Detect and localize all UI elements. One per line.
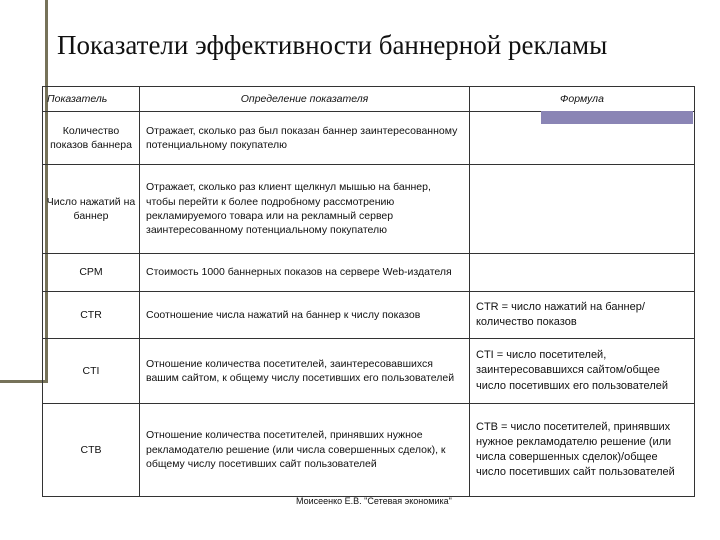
decorative-accent-bar	[541, 111, 693, 124]
table-row	[43, 292, 695, 339]
decorative-horizontal-line	[0, 380, 48, 383]
formula-cell: CTB = число посетителей, принявших нужное рекламодателю решение (или числа совершенных сделок)/общее число посетивших сайт пользователей	[470, 404, 695, 497]
metrics-table	[42, 86, 695, 497]
table-header-row	[43, 87, 695, 112]
header-definition: Определение показателя	[140, 87, 470, 112]
definition-cell: Отражает, сколько раз клиент щелкнул мышью на баннер, чтобы перейти к более подробному рассмотрению рекламируемого товара или на рекламный сервер заинтересованному потенциальному покупателю	[140, 165, 470, 254]
formula-cell: CTI = число посетителей, заинтересовавшихся сайтом/общее число посетивших его пользователей	[470, 339, 695, 404]
formula-cell	[470, 254, 695, 292]
table-row	[43, 339, 695, 404]
definition-cell: Соотношение числа нажатий на баннер к числу показов	[140, 292, 470, 339]
indicator-cell: CTR	[43, 292, 140, 339]
slide-title: Показатели эффективности баннерной рекламы	[57, 30, 608, 60]
definition-cell: Отношение количества посетителей, заинтересовавшихся вашим сайтом, к общему числу посетивших его пользователей	[140, 339, 470, 404]
indicator-cell: CPM	[43, 254, 140, 292]
definition-cell: Отношение количества посетителей, принявших нужное рекламодателю решение (или числа совершенных сделок), к общему числу посетивших сайт пользователей	[140, 404, 470, 497]
formula-cell	[470, 165, 695, 254]
indicator-cell: CTI	[43, 339, 140, 404]
table-row	[43, 165, 695, 254]
header-indicator: Показатель	[43, 87, 140, 112]
indicator-cell: CTB	[43, 404, 140, 497]
table-row	[43, 404, 695, 497]
formula-cell: CTR = число нажатий на баннер/количество показов	[470, 292, 695, 339]
slide-footer: Моисеенко Е.В. "Сетевая экономика"	[296, 496, 452, 506]
indicator-cell: Количество показов баннера	[43, 112, 140, 165]
indicator-cell: Число нажатий на баннер	[43, 165, 140, 254]
definition-cell: Стоимость 1000 баннерных показов на сервере Web-издателя	[140, 254, 470, 292]
header-formula: Формула	[470, 87, 695, 112]
definition-cell: Отражает, сколько раз был показан баннер заинтересованному потенциальному покупателю	[140, 112, 470, 165]
table-row	[43, 254, 695, 292]
